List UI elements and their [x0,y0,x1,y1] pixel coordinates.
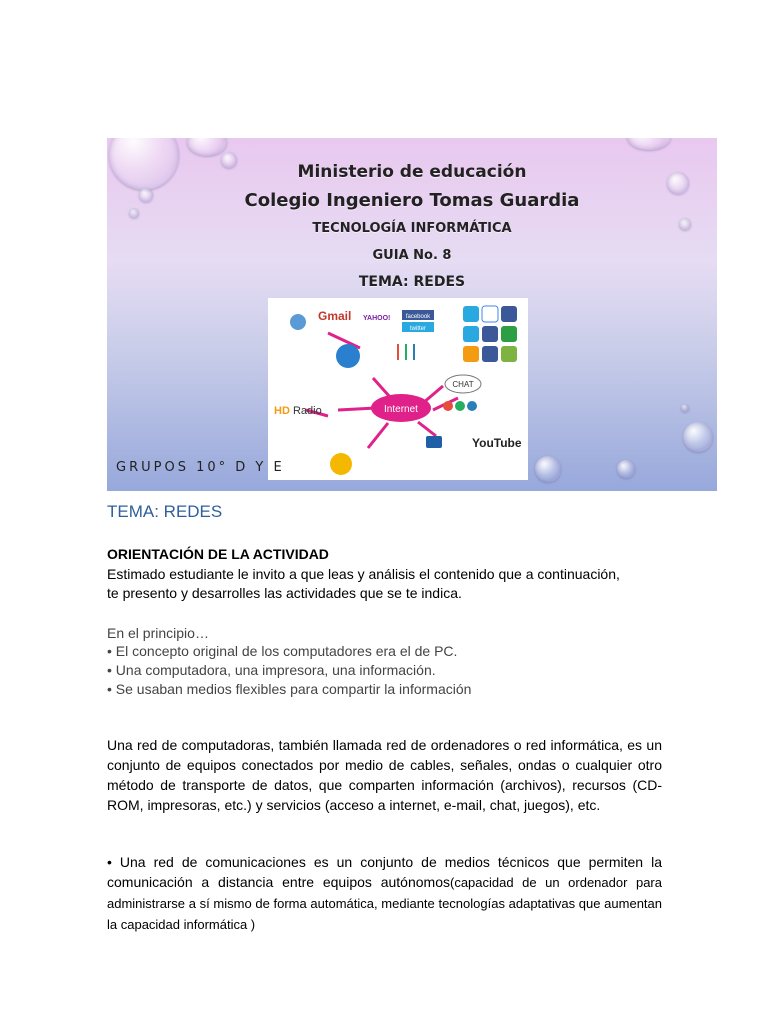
cover-banner [107,138,717,491]
bubble-decoration [627,138,671,150]
gmail-logo: Gmail [318,309,352,323]
orientation-title: ORIENTACIÓN DE LA ACTIVIDAD [107,546,329,562]
video-camera-icon [426,436,442,448]
topic-heading: TEMA: REDES [107,502,223,521]
bullet-2: • Una computadora, una impresora, una información. [107,662,436,678]
banner-topic: TEMA: REDES [358,274,466,290]
bullet-3: • Se usaban medios flexibles para compartir la información [107,681,472,697]
radio-label: HD Radio [274,405,322,417]
orientation-line-1: Estimado estudiante le invito a que leas y análisis el contenido que a continuación, [107,566,620,582]
communications-paragraph [107,852,662,935]
chat-users-icon [467,401,477,411]
transfer-arrows-icon [398,344,414,360]
banner-ministry: Ministerio de educación [297,162,527,182]
bubble-decoration [187,138,227,156]
groups-label: GRUPOS 10° D Y E [116,460,285,475]
communications-parenthetical: (capacidad de un ordenador para administrarse a sí mismo de forma automática, mediante tecnologías adaptativas que aumentan la capacidad informática ) [107,875,662,932]
orientation-line-2: te presento y desarrolles las actividades que se te indica. [107,585,462,601]
social-icons-grid [463,306,517,362]
yahoo-logo: YAHOO! [363,315,391,322]
email-globe-icon [336,344,360,368]
network-definition-paragraph: Una red de computadoras, también llamada red de ordenadores o red informática, es un conjunto de equipos conectados por medio de cables, señales, ondas o cualquier otro método de transporte de datos, que comparten información (archivos), recursos (CD-ROM, impresoras, etc.) y servicios (acceso a internet, e-mail, chat, juegos), etc. [107,737,662,813]
bubble-decoration [535,456,561,482]
network-diagram [268,298,528,480]
banner-subject: TECNOLOGÍA INFORMÁTICA [312,221,512,236]
internet-label: Internet [384,404,418,415]
diagram-arrows [306,333,458,448]
shopping-cart-icon [330,453,352,475]
network-diagram-image [268,298,528,480]
users-icon [290,314,306,330]
principio-line: En el principio… [107,625,209,641]
chat-users-icon [443,401,453,411]
twitter-logo: twitter [409,326,427,332]
communications-main-text: • Una red de comunicaciones es un conjunto de medios técnicos que permiten la comunicación a distancia entre equipos autónomos [107,854,662,890]
bullet-1: • El concepto original de los computadores era el de PC. [107,643,458,659]
facebook-logo: facebook [405,314,431,320]
chat-users-icon [455,401,465,411]
banner-school: Colegio Ingeniero Tomas Guardia [244,190,580,211]
bubble-decoration [683,422,713,452]
banner-guide: GUIA No. 8 [372,248,452,263]
bubble-decoration [617,460,635,478]
youtube-logo: YouTube [472,436,522,450]
chat-label: CHAT [452,380,474,389]
bubble-decoration [681,404,689,412]
